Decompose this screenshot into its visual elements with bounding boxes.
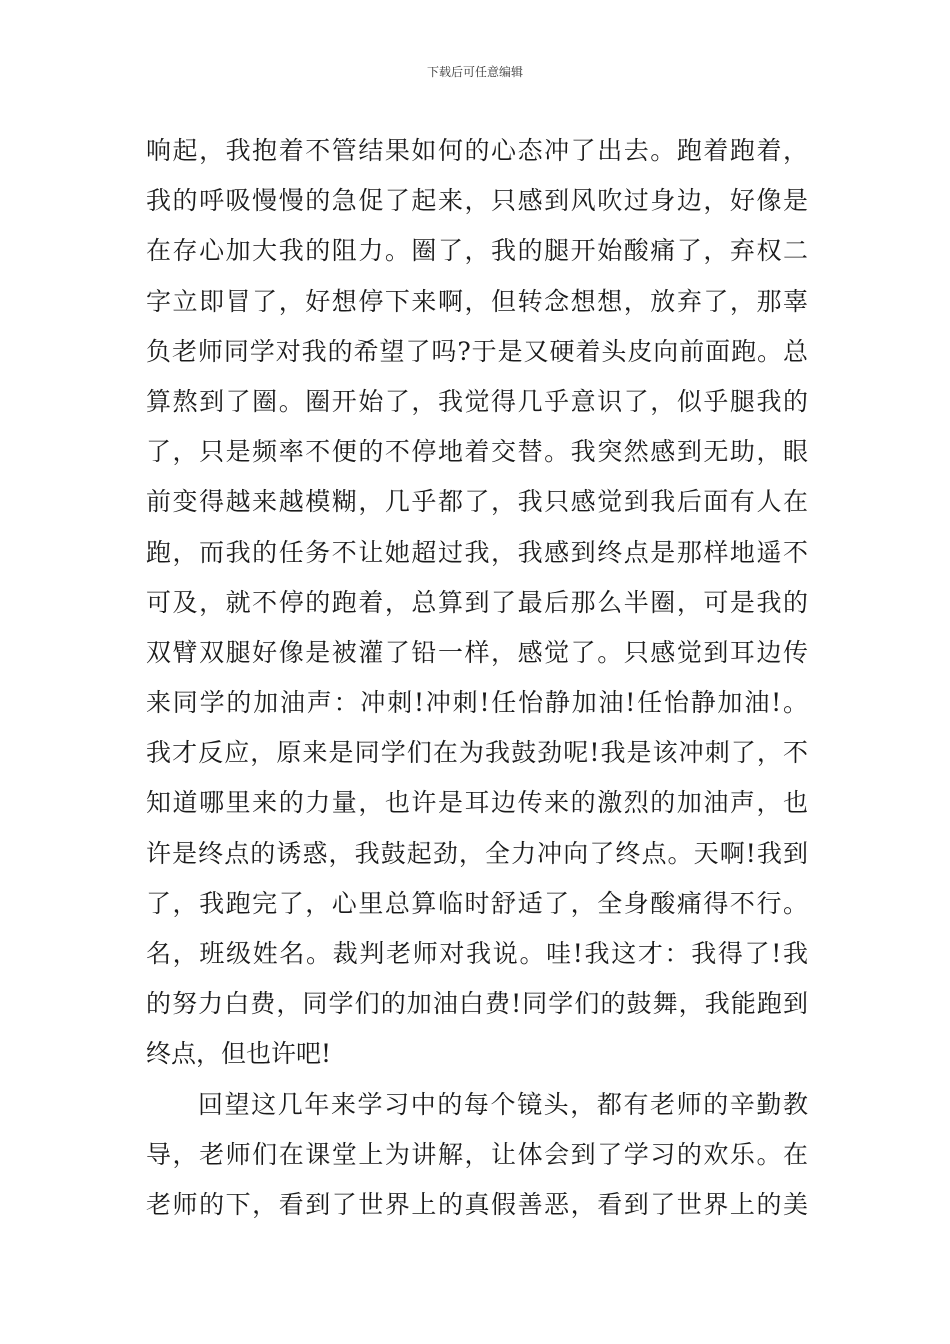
text-line: 前变得越来越模糊，几乎都了，我只感觉到我后面有人在	[146, 487, 808, 517]
text-line: 了，我跑完了，心里总算临时舒适了，全身酸痛得不行。	[146, 888, 808, 918]
text-line: 导，老师们在课堂上为讲解，让体会到了学习的欢乐。在	[146, 1139, 808, 1169]
text-line: 老师的下，看到了世界上的真假善恶，看到了世界上的美	[146, 1189, 808, 1219]
text-line: 知道哪里来的力量，也许是耳边传来的激烈的加油声，也	[146, 788, 808, 818]
page-header: 下载后可任意编辑	[426, 65, 523, 79]
text-line: 来同学的加油声：冲刺!冲刺!任怡静加油!任怡静加油!。	[146, 688, 808, 718]
text-line-paragraph-end: 终点，但也许吧!	[146, 1039, 332, 1069]
text-line: 了，只是频率不便的不停地着交替。我突然感到无助，眼	[146, 437, 808, 467]
text-line: 字立即冒了，好想停下来啊，但转念想想，放弃了，那辜	[146, 286, 808, 316]
text-line: 可及，就不停的跑着，总算到了最后那么半圈，可是我的	[146, 587, 808, 617]
text-line: 负老师同学对我的希望了吗?于是又硬着头皮向前面跑。总	[146, 336, 808, 366]
text-line: 我的呼吸慢慢的急促了起来，只感到风吹过身边，好像是	[146, 186, 808, 216]
body-text	[146, 126, 808, 1230]
text-line: 算熬到了圈。圈开始了，我觉得几乎意识了，似乎腿我的	[146, 386, 808, 416]
text-line-paragraph-start: 回望这几年来学习中的每个镜头，都有老师的辛勤教	[198, 1089, 808, 1119]
text-line: 许是终点的诱惑，我鼓起劲，全力冲向了终点。天啊!我到	[146, 838, 808, 868]
text-line: 响起，我抱着不管结果如何的心态冲了出去。跑着跑着，	[146, 136, 808, 165]
text-line: 我才反应，原来是同学们在为我鼓劲呢!我是该冲刺了，不	[146, 738, 808, 768]
text-line: 在存心加大我的阻力。圈了，我的腿开始酸痛了，弃权二	[146, 236, 808, 266]
text-line: 的努力白费，同学们的加油白费!同学们的鼓舞，我能跑到	[146, 989, 808, 1019]
text-line: 跑，而我的任务不让她超过我，我感到终点是那样地遥不	[146, 537, 808, 567]
text-line: 双臂双腿好像是被灌了铅一样，感觉了。只感觉到耳边传	[146, 637, 808, 667]
text-line: 名，班级姓名。裁判老师对我说。哇!我这才：我得了!我	[146, 939, 808, 968]
